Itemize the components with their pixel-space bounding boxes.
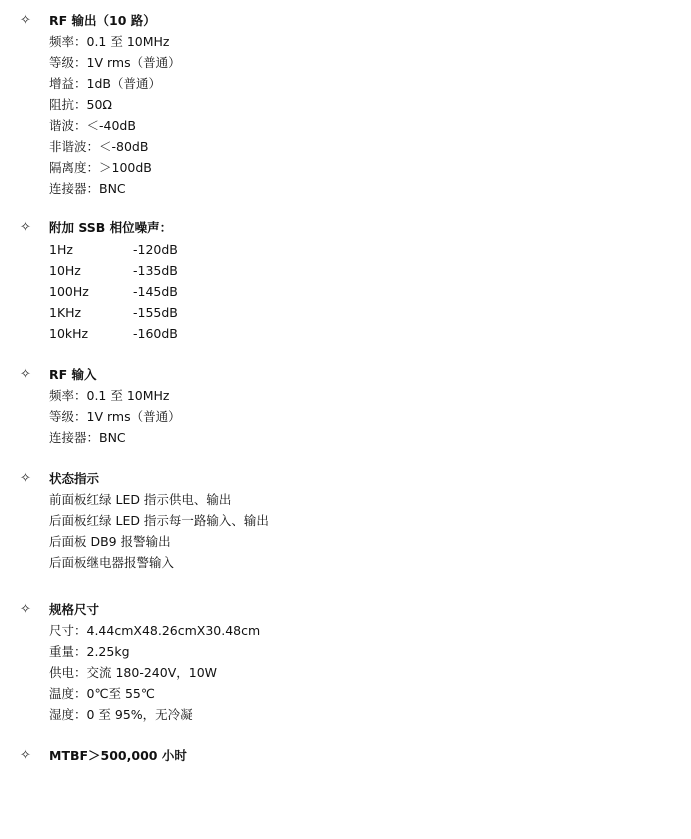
section-heading: 附加 SSB 相位噪声： — [49, 220, 173, 235]
spec-line: 等级：1V rms（普通） — [49, 409, 181, 424]
noise-value: -160dB — [133, 326, 178, 341]
spec-line: 前面板红绿 LED 指示供电、输出 — [49, 492, 232, 507]
diamond-bullet-icon: ✧ — [20, 367, 31, 382]
spec-line: 湿度：0 至 95%，无冷凝 — [49, 707, 193, 722]
noise-row — [49, 240, 178, 260]
diamond-bullet-icon: ✧ — [20, 220, 31, 235]
section-heading: 规格尺寸 — [49, 602, 100, 617]
noise-row — [49, 261, 178, 281]
noise-row — [49, 303, 178, 323]
section-heading: MTBF＞500,000 小时 — [49, 748, 187, 763]
noise-value: -145dB — [133, 284, 178, 299]
spec-line: 重量：2.25kg — [49, 644, 130, 659]
noise-frequency: 100Hz — [49, 284, 89, 299]
noise-value: -155dB — [133, 305, 178, 320]
section-heading: 状态指示 — [49, 471, 100, 486]
spec-line: 等级：1V rms（普通） — [49, 55, 181, 70]
spec-line: 温度：0℃至 55℃ — [49, 686, 155, 701]
spec-line: 连接器：BNC — [49, 181, 126, 196]
spec-line: 后面板 DB9 报警输出 — [49, 534, 171, 549]
noise-value: -135dB — [133, 263, 178, 278]
section-heading: RF 输出（10 路） — [49, 13, 156, 28]
spec-line: 非谐波：＜-80dB — [49, 139, 149, 154]
spec-line: 增益：1dB（普通） — [49, 76, 161, 91]
noise-row — [49, 324, 178, 344]
noise-value: -120dB — [133, 242, 178, 257]
noise-frequency: 10Hz — [49, 263, 81, 278]
diamond-bullet-icon: ✧ — [20, 13, 31, 28]
spec-line: 供电：交流 180-240V，10W — [49, 665, 218, 680]
section-heading: RF 输入 — [49, 367, 97, 382]
spec-line: 频率：0.1 至 10MHz — [49, 34, 170, 49]
diamond-bullet-icon: ✧ — [20, 471, 31, 486]
diamond-bullet-icon: ✧ — [20, 602, 31, 617]
diamond-bullet-icon: ✧ — [20, 748, 31, 763]
spec-line: 后面板继电器报警输入 — [49, 555, 175, 570]
noise-frequency: 1KHz — [49, 305, 82, 320]
noise-frequency: 1Hz — [49, 242, 73, 257]
spec-line: 后面板红绿 LED 指示每一路输入、输出 — [49, 513, 269, 528]
spec-line: 尺寸：4.44cmX48.26cmX30.48cm — [49, 623, 261, 638]
spec-line: 连接器：BNC — [49, 430, 126, 445]
spec-line: 谐波：＜-40dB — [49, 118, 136, 133]
spec-line: 阻抗：50Ω — [49, 97, 112, 112]
noise-row — [49, 282, 178, 302]
noise-frequency: 10kHz — [49, 326, 89, 341]
spec-line: 隔离度：＞100dB — [49, 160, 152, 175]
spec-line: 频率：0.1 至 10MHz — [49, 388, 170, 403]
